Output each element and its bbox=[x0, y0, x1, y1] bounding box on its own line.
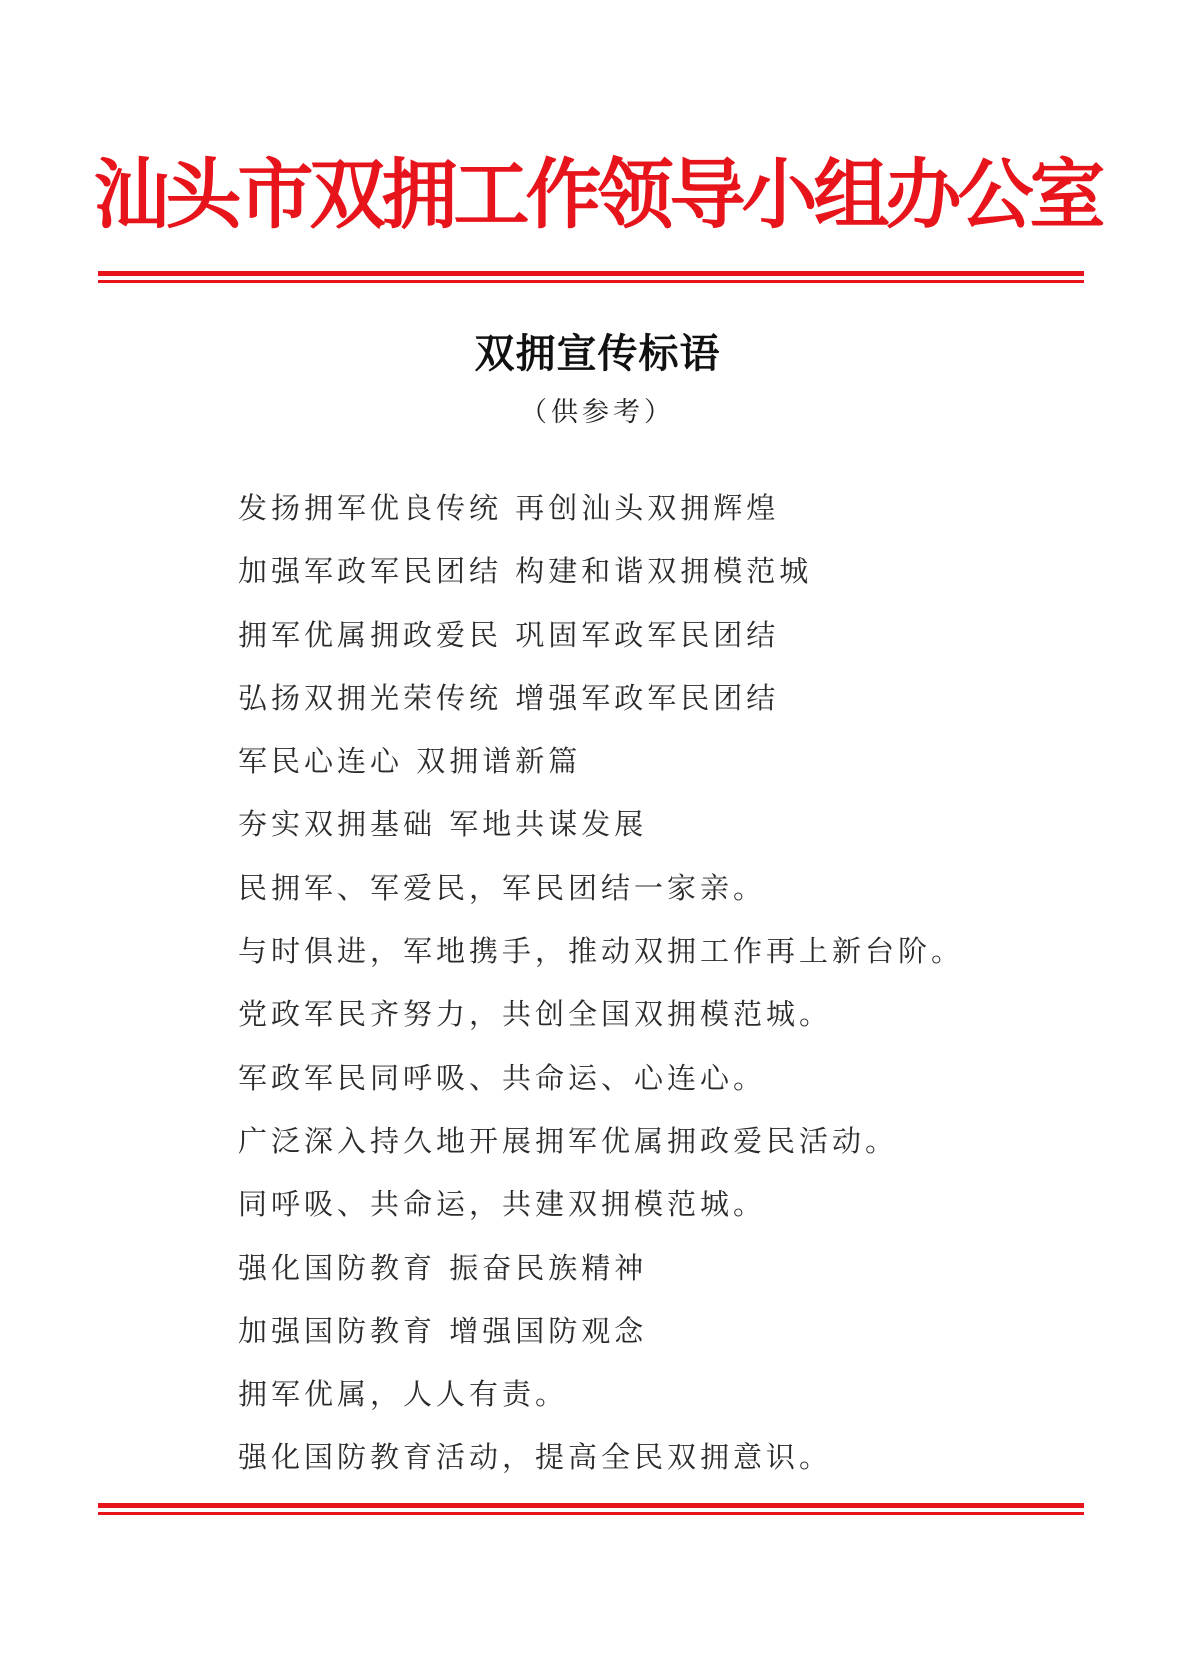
slogan-item: 民拥军、军爱民，军民团结一家亲。 bbox=[238, 870, 767, 905]
slogan-item: 军政军民同呼吸、共命运、心连心。 bbox=[238, 1060, 767, 1095]
top-rule-thin-line bbox=[98, 280, 1084, 283]
slogan-item: 强化国防教育活动，提高全民双拥意识。 bbox=[238, 1440, 833, 1475]
slogan-item: 拥军优属，人人有责。 bbox=[238, 1377, 569, 1412]
bottom-rule-thick-line bbox=[98, 1503, 1084, 1508]
slogan-item: 同呼吸、共命运，共建双拥模范城。 bbox=[238, 1187, 767, 1222]
letterhead-bottom-rule bbox=[98, 1503, 1084, 1517]
slogan-item: 与时俱进，军地携手，推动双拥工作再上新台阶。 bbox=[238, 934, 965, 969]
slogan-list bbox=[238, 488, 1078, 1501]
slogan-item: 加强军政军民团结 构建和谐双拥模范城 bbox=[238, 554, 813, 589]
slogan-item: 强化国防教育 振奋民族精神 bbox=[238, 1250, 648, 1285]
document-subtitle: （供参考） bbox=[520, 397, 675, 428]
slogan-item: 加强国防教育 增强国防观念 bbox=[238, 1313, 648, 1348]
letterhead-top-rule bbox=[98, 271, 1084, 285]
slogan-item: 夯实双拥基础 军地共谋发展 bbox=[238, 807, 648, 842]
slogan-item: 弘扬双拥光荣传统 增强军政军民团结 bbox=[238, 680, 780, 715]
slogan-item: 拥军优属拥政爱民 巩固军政军民团结 bbox=[238, 617, 780, 652]
bottom-rule-thin-line bbox=[98, 1512, 1084, 1515]
top-rule-thick-line bbox=[98, 271, 1084, 276]
slogan-item: 发扬拥军优良传统 再创汕头双拥辉煌 bbox=[238, 491, 780, 525]
slogan-item: 党政军民齐努力，共创全国双拥模范城。 bbox=[238, 997, 833, 1032]
slogan-item: 广泛深入持久地开展拥军优属拥政爱民活动。 bbox=[238, 1123, 899, 1158]
slogan-item: 军民心连心 双拥谱新篇 bbox=[238, 744, 582, 779]
document-title: 双拥宣传标语 bbox=[474, 331, 721, 377]
letterhead-org-name: 汕头市双拥工作领导小组办公室 bbox=[93, 150, 1102, 239]
